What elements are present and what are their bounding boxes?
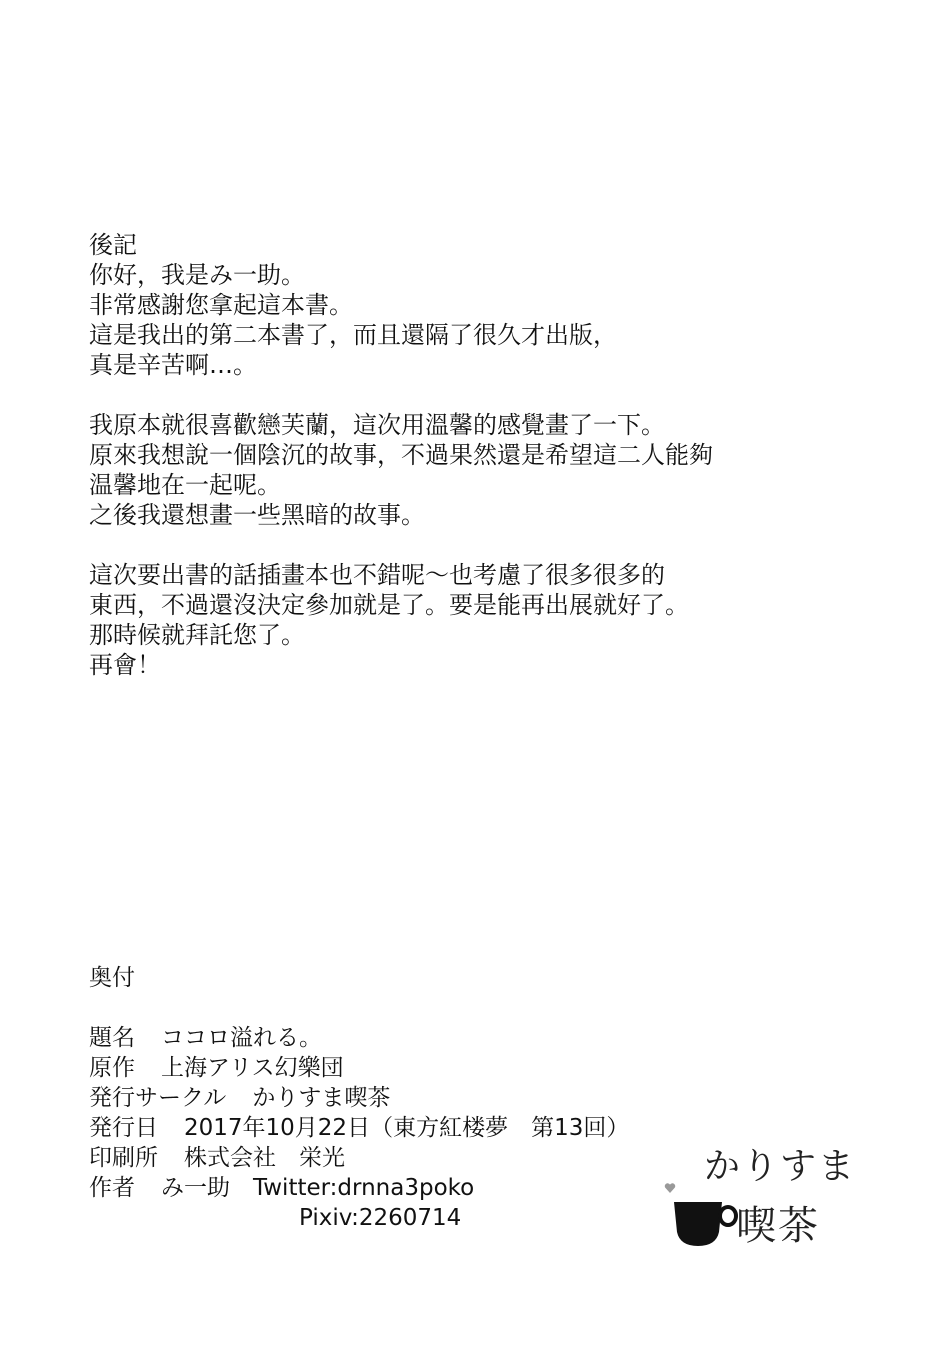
colophon-value: ココロ溢れる。 bbox=[161, 1025, 322, 1051]
logo-text-bottom: 喫茶 bbox=[736, 1203, 820, 1249]
afterword-title: 後記 bbox=[89, 231, 137, 259]
colophon-row-original bbox=[89, 1053, 689, 1083]
colophon-pixiv: Pixiv:2260714 bbox=[299, 1205, 462, 1231]
afterword-line: 你好，我是み一助。 bbox=[89, 261, 305, 289]
circle-logo bbox=[662, 1138, 857, 1258]
colophon-value: み一助 Twitter:drnna3poko bbox=[161, 1175, 475, 1201]
paragraph-gap bbox=[89, 380, 869, 410]
colophon-row-circle bbox=[89, 1083, 689, 1113]
afterword-line: 温馨地在一起呢。 bbox=[89, 471, 281, 499]
colophon-value: 2017年10月22日（東方紅楼夢 第13回） bbox=[184, 1115, 630, 1141]
colophon-row-printer bbox=[89, 1143, 689, 1173]
colophon-value: 上海アリス幻樂団 bbox=[161, 1055, 344, 1081]
colophon-heading: 奥付 bbox=[89, 965, 135, 991]
colophon-label: 作者 bbox=[89, 1175, 135, 1201]
colophon-value: 株式会社 栄光 bbox=[184, 1145, 345, 1171]
afterword-line: 這是我出的第二本書了，而且還隔了很久才出版， bbox=[89, 321, 617, 349]
teacup-icon bbox=[670, 1196, 740, 1248]
afterword-line: 東西，不過還沒決定參加就是了。要是能再出展就好了。 bbox=[89, 591, 689, 619]
colophon-label: 発行日 bbox=[89, 1115, 158, 1141]
heart-icon bbox=[664, 1182, 676, 1194]
afterword-line: 再會！ bbox=[89, 651, 161, 679]
afterword-line: 非常感謝您拿起這本書。 bbox=[89, 291, 353, 319]
colophon-row-title bbox=[89, 1023, 689, 1053]
colophon-value: かりすま喫茶 bbox=[252, 1085, 391, 1111]
afterword-line: 真是辛苦啊…。 bbox=[89, 351, 257, 379]
logo-text-top: かりすま bbox=[704, 1146, 857, 1187]
colophon-row-author bbox=[89, 1173, 689, 1203]
colophon-label: 印刷所 bbox=[89, 1145, 158, 1171]
colophon-label: 原作 bbox=[89, 1055, 135, 1081]
colophon-row-date bbox=[89, 1113, 689, 1143]
afterword-line: 那時候就拜託您了。 bbox=[89, 621, 305, 649]
afterword-line: 原來我想說一個陰沉的故事，不過果然還是希望這二人能夠 bbox=[89, 441, 713, 469]
afterword-line: 之後我還想畫一些黑暗的故事。 bbox=[89, 501, 425, 529]
colophon-section bbox=[89, 963, 689, 1233]
colophon-label: 題名 bbox=[89, 1025, 135, 1051]
colophon-label: 発行サークル bbox=[89, 1085, 227, 1111]
afterword-line: 我原本就很喜歡戀芙蘭，這次用溫馨的感覺畫了一下。 bbox=[89, 411, 665, 439]
afterword-line: 這次要出書的話插畫本也不錯呢～也考慮了很多很多的 bbox=[89, 561, 665, 589]
paragraph-gap bbox=[89, 530, 869, 560]
afterword-section bbox=[89, 230, 869, 680]
